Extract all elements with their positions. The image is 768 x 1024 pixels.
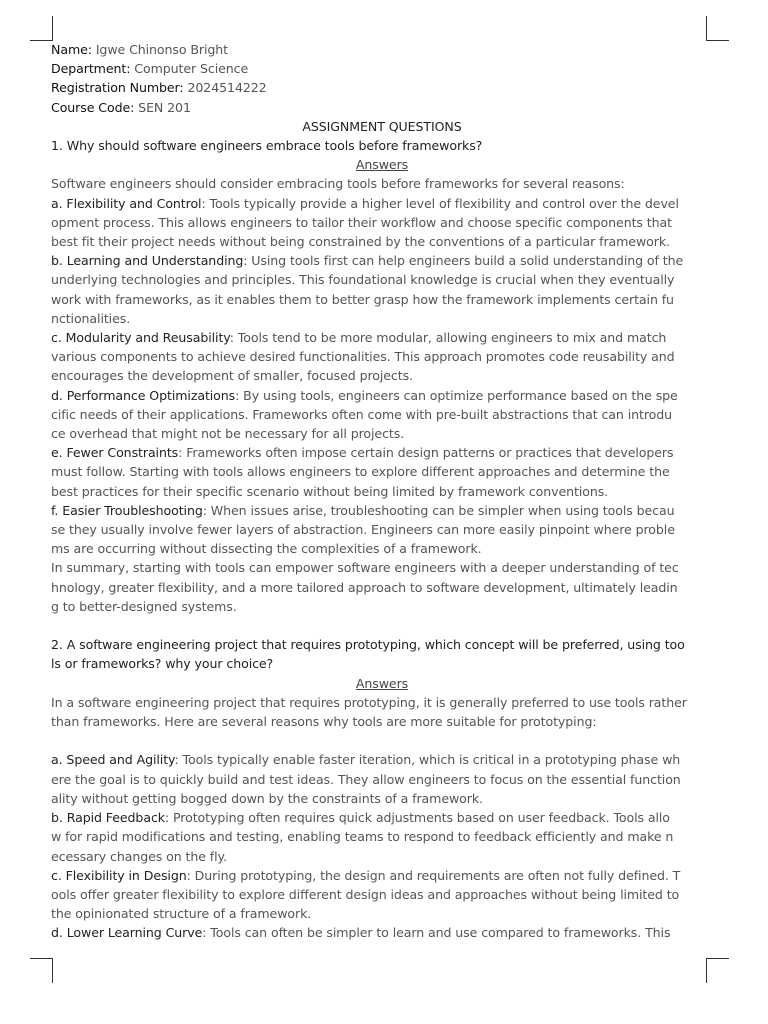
q2-b-line3: ecessary changes on the fly. xyxy=(51,848,227,864)
q2-a-text: : Tools typically enable faster iteration, which is critical in a prototyping phase wh xyxy=(174,752,681,768)
spacer xyxy=(51,731,713,750)
q1-point-d xyxy=(51,386,713,405)
registration-line xyxy=(51,78,713,97)
question-1: 1. Why should software engineers embrace tools before frameworks? xyxy=(51,138,483,154)
q1-b-line2: underlying technologies and principles. This foundational knowledge is crucial when they eventually xyxy=(51,272,675,288)
q1-intro: Software engineers should consider embracing tools before frameworks for several reasons: xyxy=(51,176,625,192)
q1-c-line2: various components to achieve desired functionalities. This approach promotes code reusability and xyxy=(51,349,675,365)
q1-point-e xyxy=(51,443,713,462)
crop-mark-top-right xyxy=(706,16,729,41)
q1-d-text: : By using tools, engineers can optimize performance based on the spe xyxy=(235,387,678,403)
q1-summary-line3: g to better-designed systems. xyxy=(51,598,237,614)
q2-a-line3: ality without getting bogged down by the constraints of a framework. xyxy=(51,790,483,806)
q1-d-line2: cific needs of their applications. Frameworks often come with pre-built abstractions that can introdu xyxy=(51,406,673,422)
q1-f-line2: se they usually involve fewer layers of abstraction. Engineers can more easily pinpoint where proble xyxy=(51,522,675,538)
spacer xyxy=(51,616,713,635)
answers-heading-1: Answers xyxy=(355,157,409,173)
q1-a-line3: best fit their project needs without being constrained by the conventions of a particular framework. xyxy=(51,234,670,250)
course-line xyxy=(51,98,713,117)
name-value: Igwe Chinonso Bright xyxy=(95,42,229,57)
department-line xyxy=(51,59,713,78)
q1-point-f xyxy=(51,501,713,520)
crop-mark-bottom-right xyxy=(706,958,729,983)
assignment-title: ASSIGNMENT QUESTIONS xyxy=(302,118,462,134)
q1-c-heading: c. Modularity and Reusability xyxy=(51,330,230,346)
q1-b-heading: b. Learning and Understanding xyxy=(51,253,244,269)
q1-point-a xyxy=(51,194,713,213)
crop-mark-top-left xyxy=(30,16,53,41)
q1-a-heading: a. Flexibility and Control xyxy=(51,195,202,211)
q2-c-line2: ools offer greater flexibility to explore different design ideas and approaches without being limited to xyxy=(51,886,680,902)
q1-a-line2: opment process. This allows engineers to tailor their workflow and choose specific components that xyxy=(51,214,672,230)
question-2-line2: ls or frameworks? why your choice? xyxy=(51,656,274,672)
name-line xyxy=(51,40,713,59)
q2-a-heading: a. Speed and Agility xyxy=(51,752,175,768)
q2-c-text: : During prototyping, the design and requirements are often not fully defined. T xyxy=(186,867,681,883)
crop-mark-bottom-left xyxy=(30,958,53,983)
q1-e-line3: best practices for their specific scenario without being limited by framework conventions. xyxy=(51,483,609,499)
q1-c-text: : Tools tend to be more modular, allowing engineers to mix and match xyxy=(229,330,667,346)
q2-point-c xyxy=(51,866,713,885)
q1-d-heading: d. Performance Optimizations xyxy=(51,387,236,403)
registration-label: Registration Number: xyxy=(51,80,184,96)
q2-a-line2: ere the goal is to quickly build and test ideas. They allow engineers to focus on the essential function xyxy=(51,771,681,787)
department-label: Department: xyxy=(51,61,131,77)
department-value: Computer Science xyxy=(134,61,249,77)
q2-c-line3: the opinionated structure of a framework. xyxy=(51,906,312,922)
q2-point-a xyxy=(51,750,713,769)
q1-summary-line2: hnology, greater flexibility, and a more tailored approach to software development, ultimately leadin xyxy=(51,579,678,595)
registration-value: 2024514222 xyxy=(187,80,267,96)
q1-point-c xyxy=(51,328,713,347)
answers-heading-2: Answers xyxy=(355,675,409,691)
q1-summary-line1: In summary, starting with tools can empower software engineers with a deeper understanding of tec xyxy=(51,560,679,576)
q2-b-text: : Prototyping often requires quick adjustments based on user feedback. Tools allo xyxy=(164,810,670,826)
q2-intro-line2: than frameworks. Here are several reasons why tools are more suitable for prototyping: xyxy=(51,714,597,730)
q2-c-heading: c. Flexibility in Design xyxy=(51,867,187,883)
name-label: Name: xyxy=(51,42,92,57)
q2-point-d xyxy=(51,923,713,942)
q2-b-line2: w for rapid modifications and testing, enabling teams to respond to feedback efficiently and make n xyxy=(51,829,674,845)
q1-b-text: : Using tools first can help engineers build a solid understanding of the xyxy=(243,253,684,269)
q1-c-line3: encourages the development of smaller, focused projects. xyxy=(51,368,413,384)
question-2-line1: 2. A software engineering project that requires prototyping, which concept will be preferred, using too xyxy=(51,637,685,653)
document-page xyxy=(51,40,713,943)
q2-intro-line1: In a software engineering project that requires prototyping, it is generally preferred to use tools rather xyxy=(51,694,687,710)
q1-e-text: : Frameworks often impose certain design patterns or practices that developers xyxy=(178,445,674,461)
q2-d-heading: d. Lower Learning Curve xyxy=(51,925,203,941)
course-label: Course Code: xyxy=(51,99,135,115)
q1-f-heading: f. Easier Troubleshooting xyxy=(51,502,203,518)
q2-d-text: : Tools can often be simpler to learn and use compared to frameworks. This xyxy=(202,925,671,941)
q1-f-text: : When issues arise, troubleshooting can be simpler when using tools becau xyxy=(202,502,675,518)
q1-e-heading: e. Fewer Constraints xyxy=(51,445,179,461)
q1-d-line3: ce overhead that might not be necessary for all projects. xyxy=(51,426,405,442)
q1-b-line3: work with frameworks, as it enables them to better grasp how the framework implements certain fu xyxy=(51,291,674,307)
q1-a-text: : Tools typically provide a higher level of flexibility and control over the devel xyxy=(201,195,679,211)
q2-b-heading: b. Rapid Feedback xyxy=(51,810,165,826)
q1-point-b xyxy=(51,251,713,270)
q1-b-line4: nctionalities. xyxy=(51,310,131,326)
course-value: SEN 201 xyxy=(138,99,191,115)
q1-f-line3: ms are occurring without dissecting the complexities of a framework. xyxy=(51,541,482,557)
q1-e-line2: must follow. Starting with tools allows engineers to explore different approaches and determine the xyxy=(51,464,670,480)
q2-point-b xyxy=(51,808,713,827)
